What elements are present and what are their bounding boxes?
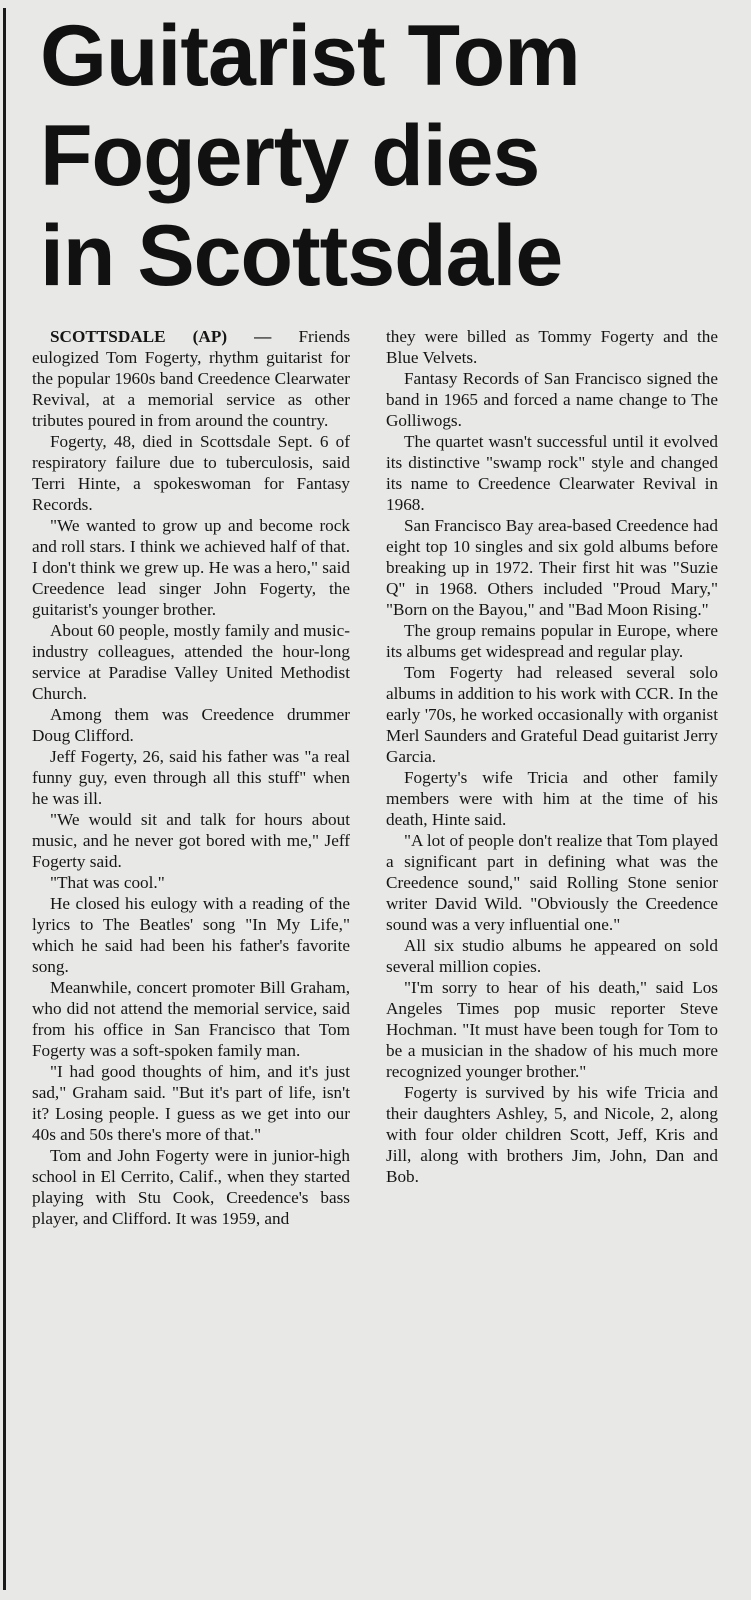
dateline: SCOTTSDALE (AP) — (50, 327, 272, 346)
paragraph: Fogerty is survived by his wife Tricia and their daughters Ashley, 5, and Nicole, 2, along with four older children Scott, Jeff, Kris and Jill, along with brothers Jim, John, Dan and Bob. (386, 1083, 718, 1186)
paragraph: "I had good thoughts of him, and it's just sad," Graham said. "But it's part of life, isn't it? Losing people. I guess as we get into our 40s and 50s there's more of that." (32, 1062, 350, 1144)
headline-line: Guitarist Tom (40, 8, 580, 104)
paragraph: "I'm sorry to hear of his death," said Los Angeles Times pop music reporter Steve Hochman. "It must have been tough for Tom to be a musician in the shadow of his much more recognized younger brother." (386, 978, 718, 1081)
paragraph: "We would sit and talk for hours about music, and he never got bored with me," Jeff Fogerty said. (32, 810, 350, 871)
paragraph: Fogerty's wife Tricia and other family members were with him at the time of his death, Hinte said. (386, 768, 718, 829)
lead-text: Friends eulogized Tom Fogerty, rhythm guitarist for the popular 1960s band Creedence Clearwater Revival, at a memorial service as other tributes poured in from around the country. (32, 327, 351, 430)
paragraph: Meanwhile, concert promoter Bill Graham, who did not attend the memorial service, said from his office in San Francisco that Tom Fogerty was a soft-spoken family man. (32, 978, 350, 1060)
paragraph: The group remains popular in Europe, where its albums get widespread and regular play. (386, 621, 718, 661)
paragraph: San Francisco Bay area-based Creedence had eight top 10 singles and six gold albums before breaking up in 1972. Their first hit was "Suzie Q" in 1968. Others included "Proud Mary," "Born on the Bayou," and "Bad Moon Rising." (386, 516, 718, 619)
paragraph: All six studio albums he appeared on sold several million copies. (386, 936, 718, 976)
headline-line: in Scottsdale (40, 208, 563, 304)
paragraph: About 60 people, mostly family and music-industry colleagues, attended the hour-long service at Paradise Valley United Methodist Church. (32, 621, 350, 703)
paragraph: Among them was Creedence drummer Doug Clifford. (32, 705, 350, 745)
column-rule (3, 8, 6, 1590)
paragraph: "A lot of people don't realize that Tom played a significant part in defining what was the Creedence sound," said Rolling Stone senior writer David Wild. "Obviously the Creedence sound was a very influential one." (386, 831, 718, 934)
headline-line: Fogerty dies (40, 108, 540, 204)
paragraph: Fantasy Records of San Francisco signed the band in 1965 and forced a name change to The Golliwogs. (386, 369, 718, 430)
article-column-left (32, 326, 350, 1229)
paragraph: He closed his eulogy with a reading of the lyrics to The Beatles' song "In My Life," which he said had been his father's favorite song. (32, 894, 350, 976)
paragraph: Fogerty, 48, died in Scottsdale Sept. 6 of respiratory failure due to tuberculosis, said Terri Hinte, a spokeswoman for Fantasy Records. (32, 432, 350, 514)
paragraph: Tom and John Fogerty were in junior-high school in El Cerrito, Calif., when they started playing with Stu Cook, Creedence's bass player, and Clifford. It was 1959, and (32, 1146, 350, 1228)
article-column-right (386, 326, 718, 1187)
paragraph: The quartet wasn't successful until it evolved its distinctive "swamp rock" style and changed its name to Creedence Clearwater Revival in 1968. (386, 432, 718, 514)
paragraph-continued: they were billed as Tommy Fogerty and the Blue Velvets. (386, 327, 718, 367)
lead-paragraph (32, 326, 350, 431)
headline (40, 6, 740, 306)
paragraph: Jeff Fogerty, 26, said his father was "a real funny guy, even through all this stuff" when he was ill. (32, 747, 350, 808)
paragraph: "That was cool." (50, 873, 165, 892)
paragraph: Tom Fogerty had released several solo albums in addition to his work with CCR. In the early '70s, he worked occasionally with organist Merl Saunders and Grateful Dead guitarist Jerry Garcia. (386, 663, 718, 766)
paragraph: "We wanted to grow up and become rock and roll stars. I think we achieved half of that. I don't think we grew up. He was a hero," said Creedence lead singer John Fogerty, the guitarist's younger brother. (32, 516, 350, 619)
